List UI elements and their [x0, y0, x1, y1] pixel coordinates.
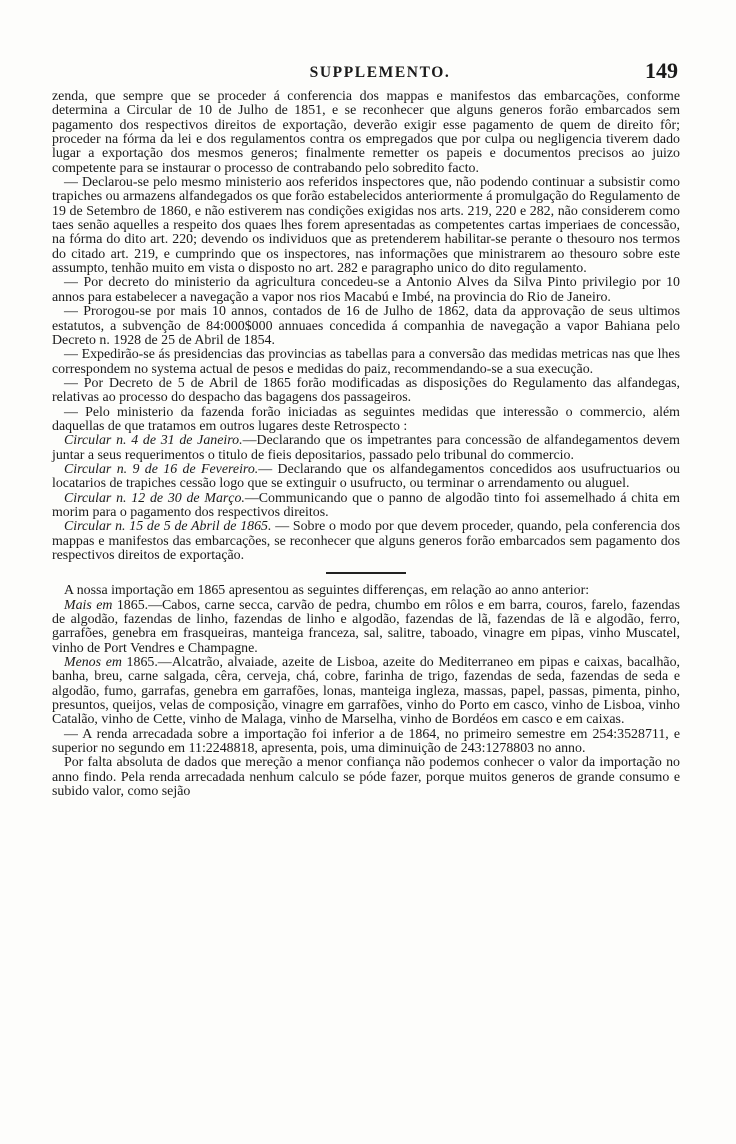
circular-citation: Circular n. 4 de 31 de Janeiro.: [64, 433, 243, 449]
paragraph: A nossa importação em 1865 apresentou as seguintes differenças, em relação ao anno anterior:: [64, 583, 590, 599]
page-number: 149: [645, 58, 678, 83]
circular-text: —Communicando que o panno de algodão tinto foi assemelhado á chita em morim para o pagamento dos respectivos direitos.: [52, 490, 680, 520]
paragraph: — Expedirão-se ás presidencias das provincias as tabellas para a conversão das medidas metricas nas que lhes correspondem no systema actual de pesos e medidas do paiz, recommendando-se a sua execução.: [52, 347, 680, 377]
circular-text: — Declarando que os alfandegamentos concedidos aos usufructuarios ou locatarios de trapiches cessão logo que se extinguir o usufructo, ou terminar o arrendamento ou aluguel.: [52, 461, 680, 492]
running-title: SUPPLEMENTO.: [309, 64, 451, 81]
circular-text: — Sobre o modo por que devem proceder, quando, pela conferencia dos mappas e manifestos das embarcações, se reconhecer que alguns generos forão embarcados sem pagamento dos respectivos direitos de exportação.: [52, 519, 680, 563]
section-divider: [326, 572, 406, 574]
running-head: [52, 58, 680, 90]
imports-text: 1865.—Cabos, carne secca, carvão de pedra, chumbo em rôlos e em barra, couros, farelo, fazendas de algodão, fazendas de linho, fazendas de linho e algodão, fazendas de lã, fazendas de lã e algodão, ferro, garrafões, genebra em frasqueiras, manteiga franceza, sal, salitre, taboado, vinagre em pipas, vinho Muscatel, vinho de Port Vendres e Champagne.: [52, 597, 680, 656]
paragraph: — A renda arrecadada sobre a importação foi inferior a de 1864, no primeiro semestre em 254:3528711, e superior no segundo em 11:2248818, apresenta, pois, uma diminuição de 243:1278803 no anno.: [52, 726, 680, 757]
paragraph: — Por Decreto de 5 de Abril de 1865 forão modificadas as disposições do Regulamento das alfandegas, relativas ao processo do despacho das bagagens dos passageiros.: [52, 375, 680, 406]
paragraph: — Prorogou-se por mais 10 annos, contados de 16 de Julho de 1862, data da approvação de seus ultimos estatutos, a subvenção de 84:000$000 annuaes concedida á companhia de navegação a vapor Bahiana pelo Decreto n. 1928 de 25 de Abril de 1854.: [52, 304, 680, 348]
paragraph: zenda, que sempre que se proceder á conferencia dos mappas e manifestos das embarcações, conforme determina a Circular de 10 de Julho de 1851, e se reconhecer que alguns generos forão embarcados sem pagamento dos respectivos direitos de exportação, deverão exigir esse pagamento de quem de direito fôr; proceder na fórma da lei e dos regulamentos contra os empregados que por culpa ou negligencia tiverem dado lugar a exportação dos mesmos generos; finalmente remetter os papeis e documentos precisos ao juizo competente para se instaurar o processo de contrabando pelo sobredito facto.: [52, 89, 680, 176]
imports-increase-paragraph: [52, 599, 680, 656]
circular-text: —Declarando que os impetrantes para concessão de alfandegamentos devem juntar a seus requerimentos o titulo de fieis depositarios, passado pelo tribunal do commercio.: [52, 433, 680, 463]
imports-label: Mais em: [64, 597, 113, 613]
circular-citation: Circular n. 12 de 30 de Março.: [64, 490, 245, 506]
paragraph: — Por decreto do ministerio da agricultura concedeu-se a Antonio Alves da Silva Pinto privilegio por 10 annos para estabelecer a navegação a vapor nos rios Macabú e Imbé, na provincia do Rio de Janeiro.: [52, 275, 680, 305]
circular-paragraph: [52, 463, 680, 492]
imports-text: 1865.—Alcatrão, alvaiade, azeite de Lisboa, azeite do Mediterraneo em pipas e caixas, bacalhão, banha, breu, carne salgada, cêra, cerveja, chá, cobre, farinha de trigo, fazendas de seda, fazendas de seda e algodão, fumo, garrafas, genebra em garrafões, lonas, manteiga ingleza, massas, papel, passas, pimenta, pinho, presuntos, queijos, velas de composição, vinagre em garrafões, vinho do Porto em casco, vinho de Lisboa, vinho Catalão, vinho de Cette, vinho de Malaga, vinho de Marselha, vinho de Bordéos em casco e em caixas.: [52, 655, 680, 728]
circular-paragraph: [52, 520, 680, 563]
circular-paragraph: [52, 492, 680, 521]
imports-decrease-paragraph: [52, 656, 680, 728]
imports-label: Menos em: [64, 655, 122, 671]
paragraph: Por falta absoluta de dados que mereção a menor confiança não podemos conhecer o valor da importação no anno findo. Pela renda arrecadada nenhum calculo se póde fazer, porque muitos generos de grande consumo e subido valor, como sejão: [52, 755, 680, 800]
circular-citation: Circular n. 9 de 16 de Fevereiro.: [64, 461, 259, 477]
paragraph: — Declarou-se pelo mesmo ministerio aos referidos inspectores que, não podendo continuar a subsistir como trapiches ou armazens alfandegados os que forão estabelecidos anteriormente á promulgação do Regulamento de 19 de Setembro de 1860, e não estiverem nas condições exigidas nos arts. 219, 220 e 282, não considerem como taes senão aquelles a respeito dos quaes lhes forem apresentadas as competentes cartas imperiaes de concessão, na fórma do dito art. 220; devendo os individuos que as pretenderem habilitar-se perante o thesouro nos termos do citado art. 219, e cumprindo que os inspectores, nas informações que ministrarem ao thesouro sobre este assumpto, tenhão muito em vista o disposto no art. 282 e paragrapho unico do dito regulamento.: [52, 175, 680, 277]
body-text: [52, 90, 680, 800]
circular-citation: Circular n. 15 de 5 de Abril de 1865.: [64, 519, 272, 535]
paragraph: — Pelo ministerio da fazenda forão iniciadas as seguintes medidas que interessão o commercio, além daquellas de que tratamos em outros lugares deste Retrospecto :: [52, 404, 680, 434]
circular-paragraph: [52, 434, 680, 463]
